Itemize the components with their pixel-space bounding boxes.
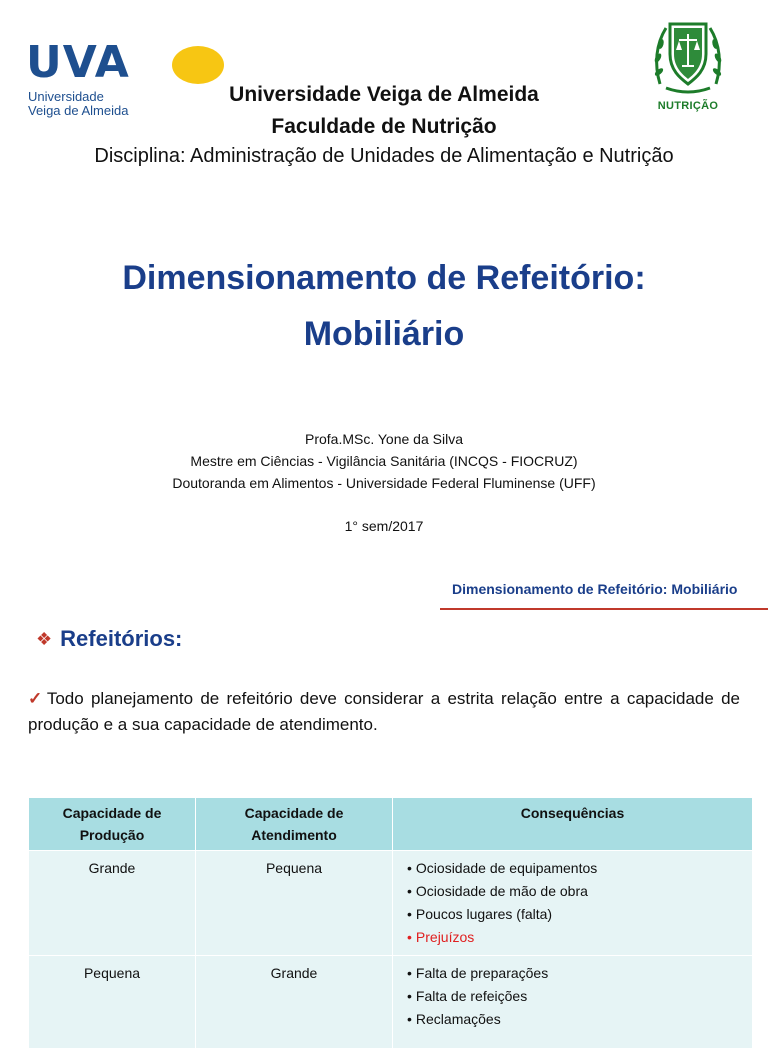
intro-paragraph	[28, 686, 740, 738]
diamond-bullet-icon: ❖	[36, 628, 53, 649]
list-item: • Poucos lugares (falta)	[407, 903, 744, 926]
column-header-consequencias: Consequências	[393, 798, 753, 851]
cell-atendimento: Grande	[196, 956, 393, 1049]
university-name: Universidade Veiga de Almeida	[229, 83, 539, 106]
table-header-row	[29, 798, 753, 851]
capacity-table	[28, 797, 753, 1049]
cell-producao: Grande	[29, 851, 196, 956]
faculty-name: Faculdade de Nutrição	[271, 115, 497, 138]
table-row	[29, 956, 753, 1049]
column-header-producao: Capacidade de Produção	[29, 798, 196, 851]
list-item: • Ociosidade de equipamentos	[407, 857, 744, 880]
checkmark-icon: ✓	[28, 689, 45, 708]
column-header-atendimento: Capacidade de Atendimento	[196, 798, 393, 851]
slide-title-line2: Mobiliário	[303, 315, 465, 353]
consequence-list	[401, 857, 744, 949]
list-item: • Falta de preparações	[407, 962, 744, 985]
uva-logo-sun-icon	[172, 46, 224, 84]
table-row	[29, 851, 753, 956]
author-credential-2: Doutoranda em Alimentos - Universidade Federal Fluminense (UFF)	[172, 475, 596, 491]
list-item: • Ociosidade de mão de obra	[407, 880, 744, 903]
slide-header: Dimensionamento de Refeitório: Mobiliário	[452, 581, 738, 597]
consequence-list	[401, 962, 744, 1031]
content-slide	[0, 568, 768, 1027]
section-title: Refeitórios:	[60, 626, 183, 651]
semester: 1° sem/2017	[344, 518, 424, 534]
list-item: • Falta de refeições	[407, 985, 744, 1008]
header-divider	[440, 608, 768, 610]
cell-atendimento: Pequena	[196, 851, 393, 956]
cell-producao: Pequena	[29, 956, 196, 1049]
slide-title-line1: Dimensionamento de Refeitório:	[122, 259, 646, 297]
cell-consequencias	[393, 851, 753, 956]
list-item-highlight: • Prejuízos	[407, 926, 744, 949]
cell-consequencias	[393, 956, 753, 1049]
author-credential-1: Mestre em Ciências - Vigilância Sanitária (INCQS - FIOCRUZ)	[190, 453, 578, 469]
uva-logo-line1: Universidade	[28, 89, 104, 104]
section-heading	[36, 626, 182, 652]
list-item: • Reclamações	[407, 1008, 744, 1031]
author-name: Profa.MSc. Yone da Silva	[305, 431, 463, 447]
intro-paragraph-text: Todo planejamento de refeitório deve considerar a estrita relação entre a capacidade de produção e a sua capacidade de atendimento.	[28, 689, 740, 734]
uva-logo-line2: Veiga de Almeida	[28, 103, 129, 118]
discipline-name: Disciplina: Administração de Unidades de Alimentação e Nutrição	[94, 145, 674, 167]
uva-logo-word: UVA	[26, 37, 130, 88]
nutricao-logo-label: NUTRIÇÃO	[657, 100, 719, 112]
